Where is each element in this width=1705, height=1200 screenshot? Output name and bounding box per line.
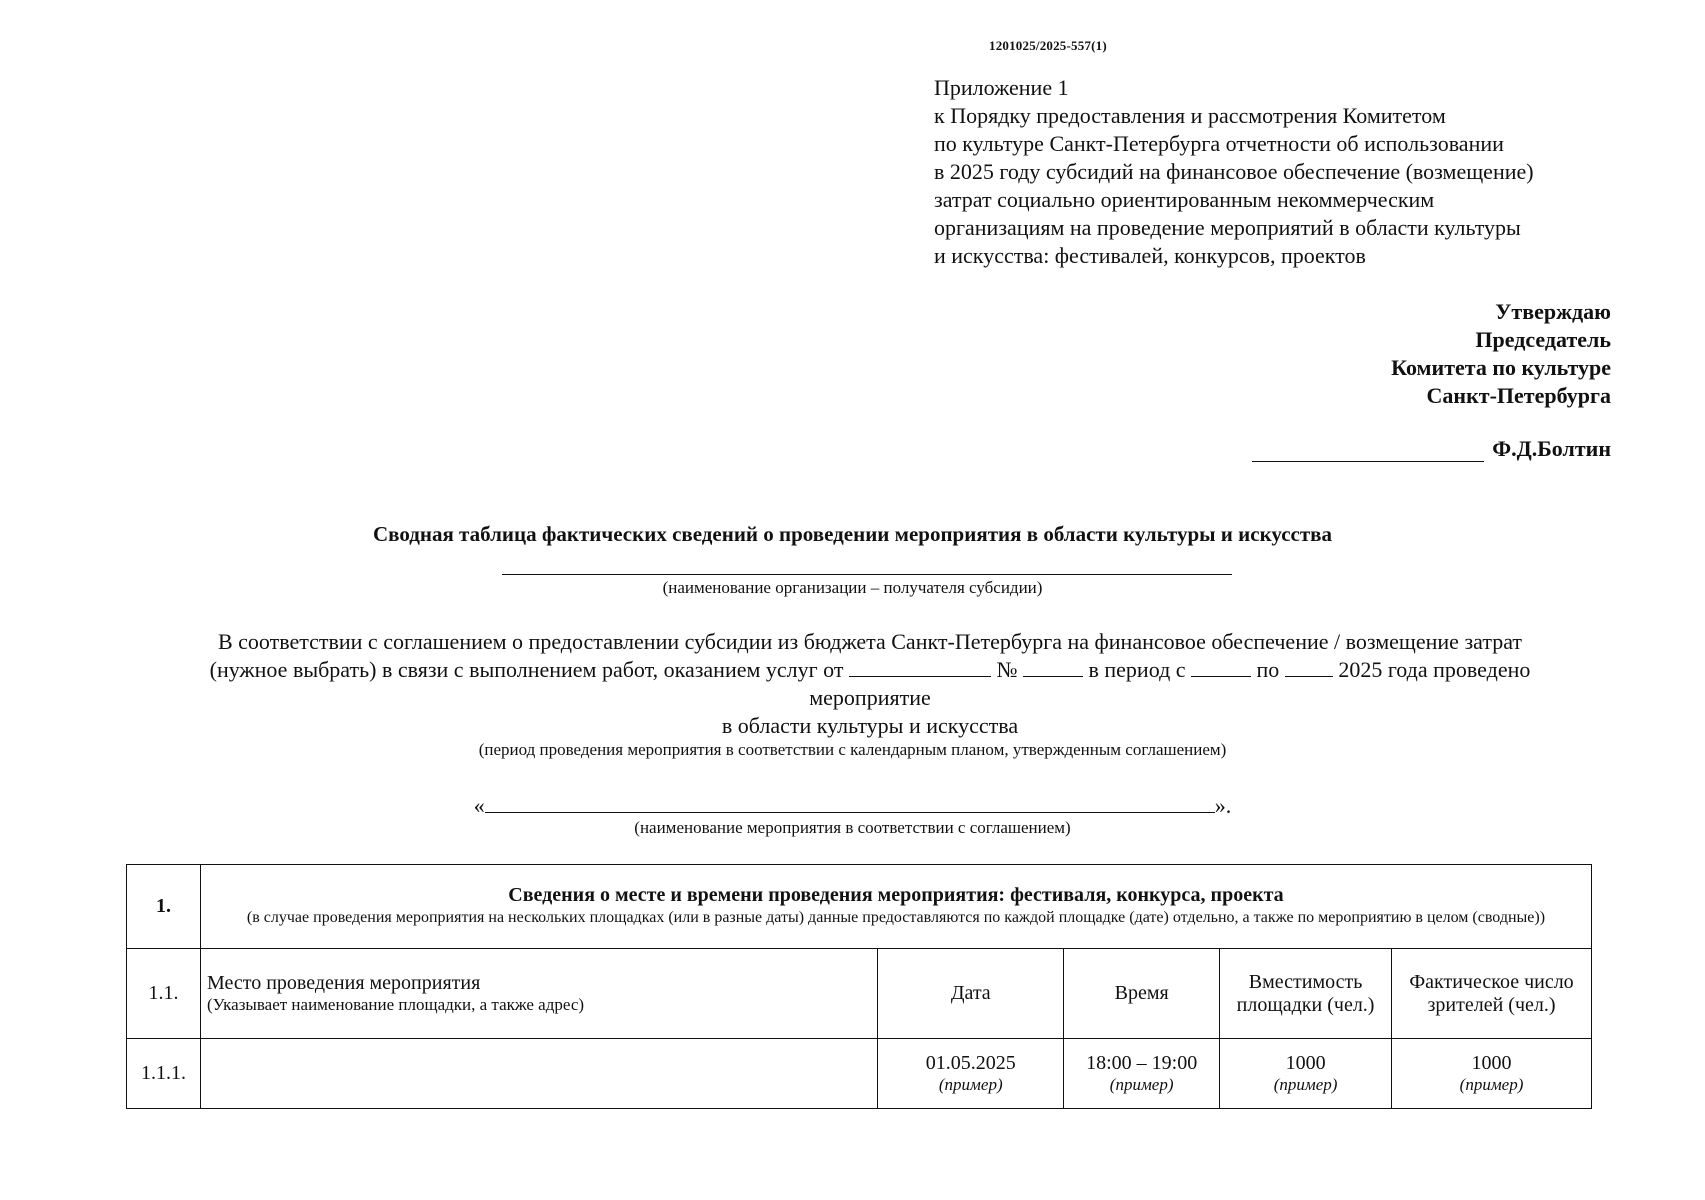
- period-caption: (период проведения мероприятия в соответствии с календарным планом, утвержденным соглашением): [478, 740, 1227, 759]
- paragraph-text: по: [1256, 657, 1280, 682]
- paragraph-text: №: [996, 657, 1018, 682]
- table-row: [127, 1039, 1592, 1109]
- signature-row: [1252, 436, 1611, 462]
- document-title: Сводная таблица фактических сведений о проведении мероприятия в области культуры и искусства: [372, 522, 1333, 546]
- paragraph-line-3: мероприятие: [809, 685, 931, 710]
- example-label: (пример): [1459, 1075, 1524, 1094]
- approval-line: Санкт-Петербурга: [1426, 383, 1611, 408]
- example-label: (пример): [1273, 1075, 1338, 1094]
- agreement-number-blank[interactable]: [1023, 656, 1083, 677]
- example-label: (пример): [938, 1075, 1003, 1094]
- row-number: 1.1.1.: [127, 1039, 201, 1109]
- event-name-row: [0, 792, 1705, 819]
- row-time: 18:00 – 19:00: [1086, 1052, 1198, 1074]
- paragraph-line-1: В соответствии с соглашением о предоставлении субсидии из бюджета Санкт-Петербурга на финансовое обеспечение / возмещение затрат: [217, 629, 1523, 654]
- appendix-line: затрат социально ориентированным некоммерческим: [934, 187, 1435, 212]
- event-name-blank[interactable]: [485, 792, 1215, 813]
- appendix-line: Приложение 1: [934, 75, 1069, 100]
- quote-open: «: [473, 793, 485, 818]
- header-viewers: Фактическое число зрителей (чел.): [1392, 949, 1592, 1039]
- event-caption: (наименование мероприятия в соответствии с соглашением): [634, 818, 1071, 837]
- agreement-date-blank[interactable]: [849, 656, 991, 677]
- row-place-cell[interactable]: [200, 1039, 877, 1109]
- header-capacity: Вместимость площадки (чел.): [1220, 949, 1392, 1039]
- header-place-title: Место проведения мероприятия: [206, 972, 481, 994]
- approval-line: Председатель: [1475, 327, 1611, 352]
- appendix-line: в 2025 году субсидий на финансовое обеспечение (возмещение): [934, 159, 1534, 184]
- document-number: 1201025/2025-557(1): [989, 38, 1107, 53]
- section-title: Сведения о месте и времени проведения мероприятия: фестиваля, конкурса, проекта: [508, 884, 1284, 906]
- paragraph-text: 2025 года проведено: [1338, 657, 1531, 682]
- header-place: [200, 949, 877, 1039]
- row-capacity-cell[interactable]: [1220, 1039, 1392, 1109]
- paragraph-line-2: [130, 656, 1610, 684]
- table-section-row: [127, 865, 1592, 949]
- section-note: (в случае проведения мероприятия на нескольких площадках (или в разные даты) данные предоставляются по каждой площадке (дате) отдельно, а также по мероприятию в целом (сводные)): [246, 909, 1546, 926]
- header-number: 1.1.: [127, 949, 201, 1039]
- row-capacity: 1000: [1285, 1052, 1326, 1074]
- agreement-paragraph: [130, 628, 1610, 740]
- quote-close: ».: [1214, 793, 1232, 818]
- section-number: 1.: [127, 865, 201, 949]
- row-date-cell[interactable]: [878, 1039, 1064, 1109]
- paragraph-text: (нужное выбрать) в связи с выполнением работ, оказанием услуг от: [209, 657, 844, 682]
- appendix-line: по культуре Санкт-Петербурга отчетности об использовании: [934, 131, 1504, 156]
- approval-line: Комитета по культуре: [1391, 355, 1611, 380]
- table-header-row: [127, 949, 1592, 1039]
- paragraph-line-4: в области культуры и искусства: [721, 713, 1019, 738]
- organization-name-line[interactable]: [502, 574, 1232, 575]
- period-from-blank[interactable]: [1191, 656, 1251, 677]
- paragraph-text: в период с: [1088, 657, 1186, 682]
- appendix-header: [934, 74, 1534, 270]
- appendix-line: к Порядку предоставления и рассмотрения Комитетом: [934, 103, 1446, 128]
- signature-line[interactable]: [1252, 439, 1484, 462]
- row-viewers: 1000: [1471, 1052, 1512, 1074]
- example-label: (пример): [1109, 1075, 1174, 1094]
- header-time: Время: [1064, 949, 1220, 1039]
- section-header: [200, 865, 1591, 949]
- row-date: 01.05.2025: [925, 1052, 1016, 1074]
- event-info-table: [126, 864, 1592, 1109]
- period-to-blank[interactable]: [1285, 656, 1333, 677]
- row-time-cell[interactable]: [1064, 1039, 1220, 1109]
- approval-line: Утверждаю: [1495, 299, 1611, 324]
- organization-caption: (наименование организации – получателя субсидии): [662, 578, 1043, 597]
- appendix-line: и искусства: фестивалей, конкурсов, проектов: [934, 243, 1366, 268]
- appendix-line: организациям на проведение мероприятий в области культуры: [934, 215, 1521, 240]
- approval-block: [1391, 298, 1611, 410]
- header-place-note: (Указывает наименование площадки, а также адрес): [206, 995, 585, 1014]
- signatory-name: Ф.Д.Болтин: [1492, 436, 1611, 461]
- row-viewers-cell[interactable]: [1392, 1039, 1592, 1109]
- header-date: Дата: [878, 949, 1064, 1039]
